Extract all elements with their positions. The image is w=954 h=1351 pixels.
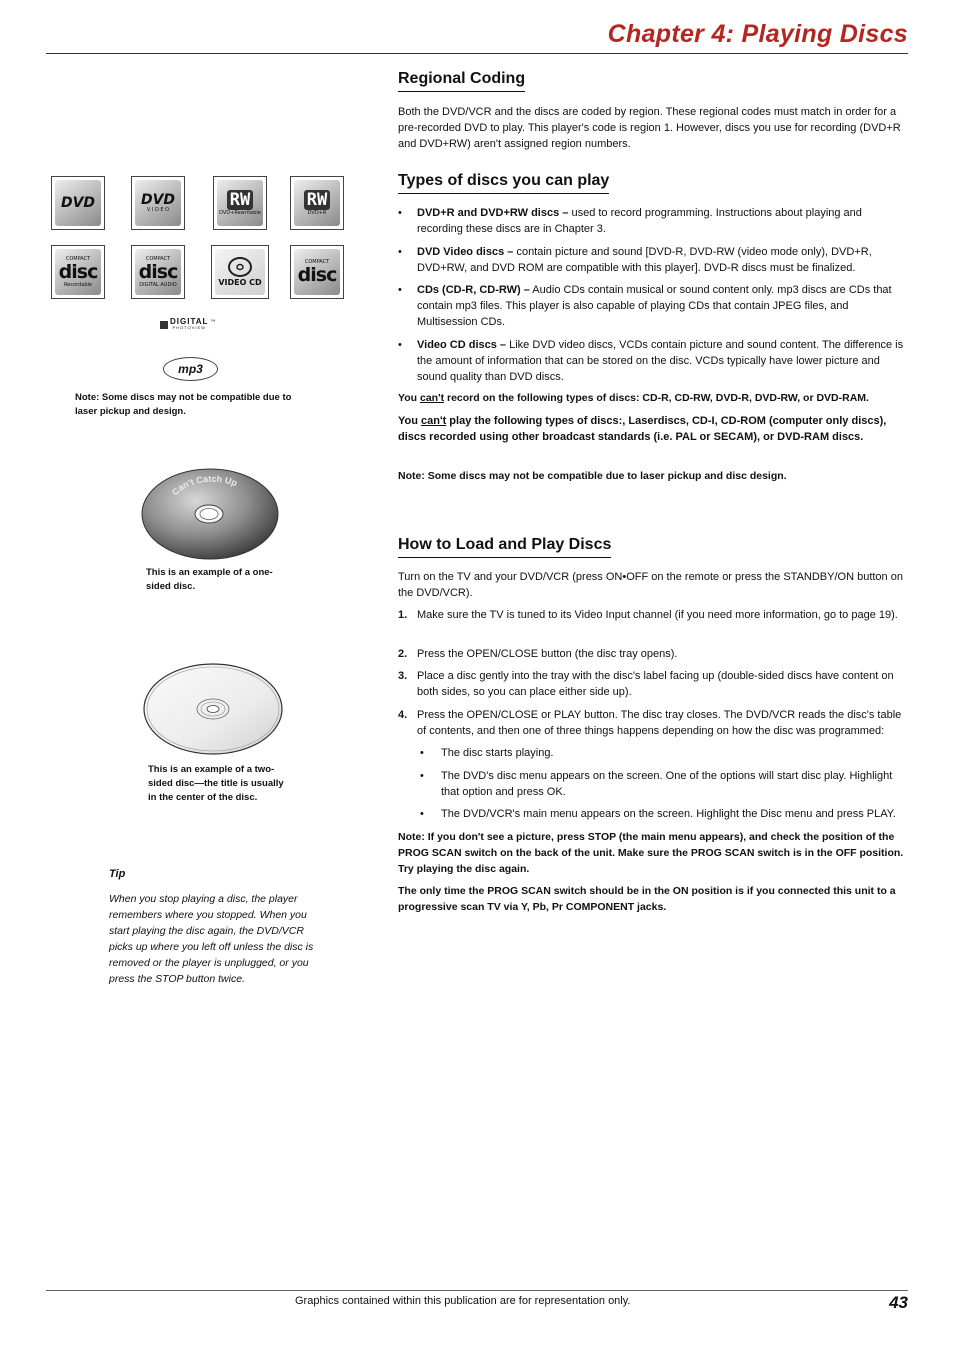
bullet-term: CDs (CD-R, CD-RW) –	[417, 284, 530, 296]
logo-label: VIDEO CD	[218, 278, 262, 287]
bullet-term: DVD+R and DVD+RW discs –	[417, 207, 569, 219]
tip-text: When you stop playing a disc, the player remembers where you stopped. When you start playing the disc again, the DVD/VCR picks up where you left off unless the disc is removed or the player is unplugged, or you press the STOP button twice.	[109, 893, 314, 985]
one-sided-disc-illustration	[140, 466, 280, 562]
list-item: • Video CD discs – Like DVD video discs, VCDs contain picture and sound content. The difference is the amount of information that can be stored on the disc. VCDs typically have lower picture and sound quality than DVD discs.	[398, 339, 904, 383]
two-sided-disc-illustration	[142, 661, 284, 757]
photoview-tm: ™	[210, 319, 216, 325]
page-number: 43	[889, 1293, 908, 1312]
sub-list-item: • The disc starts playing.	[420, 747, 554, 759]
left-compatibility-note: Note: Some discs may not be compatible due to laser pickup and design.	[75, 392, 292, 417]
bullet-text: contain picture and sound [DVD-R, DVD-RW (video mode only), DVD+R, DVD+RW, and DVD ROM are compatible with this player]. DVD-R discs must be finalized.	[417, 246, 872, 274]
mp3-logo-icon	[163, 357, 218, 381]
logo-sub: Recordable	[64, 281, 92, 288]
logo-sub: DVD+Rewritable	[219, 209, 261, 216]
prog-scan-note: Note: If you don't see a picture, press STOP (the main menu appears), and check the position of the PROG SCAN switch on the back of the unit. Make sure the PROG SCAN switch is in the OFF position. Try playing the disc again.	[398, 831, 904, 875]
sub-list-item: • The DVD's disc menu appears on the screen. One of the options will start disc play. Highlight that option and press OK.	[420, 770, 893, 798]
step-item: 4. Press the OPEN/CLOSE or PLAY button. The disc tray closes. The DVD/VCR reads the disc's table of contents, and then one of three things happens depending on how the disc was programmed:	[398, 709, 902, 737]
list-item: • DVD Video discs – contain picture and sound [DVD-R, DVD-RW (video mode only), DVD+R, DVD+RW, and DVD ROM are compatible with this player]. DVD-R discs must be finalized.	[398, 246, 872, 274]
bullet-term: Video CD discs –	[417, 339, 507, 351]
list-item: • CDs (CD-R, CD-RW) – Audio CDs contain musical or sound content only. mp3 discs are CDs that contain mp3 files. This player is also capable of playing CDs that contain JPEG files, and Multisession CDs.	[398, 284, 892, 328]
load-intro: Turn on the TV and your DVD/VCR (press ON•OFF on the remote or press the STANDBY/ON button on the DVD/VCR).	[398, 571, 903, 599]
cant-play-statement: You can't play the following types of discs:, Laserdiscs, CD-I, CD-ROM (computer only discs), discs recorded using other broadcast standards (i.e. PAL or SECAM), or DVD-RAM discs.	[398, 415, 887, 443]
logo-top: COMPACT	[304, 259, 330, 265]
dvd-video-logo-icon	[131, 176, 185, 230]
logo-label: disc	[138, 260, 178, 283]
logo-label: DVD	[140, 191, 176, 208]
tip-heading: Tip	[109, 868, 126, 880]
logo-sub: DVD+R	[307, 209, 327, 216]
photoview-sub: PHOTOVIEW	[172, 325, 206, 330]
logo-label: DVD	[60, 195, 96, 211]
bullet-text: used to record programming. Instructions about playing and recording these discs are in Chapter 3.	[417, 207, 862, 235]
digital-photoview-logo	[160, 319, 215, 331]
bullet-text: Audio CDs contain musical or sound content only. mp3 discs are CDs that contain mp3 files. This player is also capable of playing CDs that contain JPEG files, and Multisession CDs.	[417, 284, 892, 328]
logo-label: RW	[304, 190, 330, 210]
step-item: 2. Press the OPEN/CLOSE button (the disc tray opens).	[398, 648, 678, 660]
cd-recordable-logo-icon	[51, 245, 105, 299]
types-of-discs-heading: Types of discs you can play	[398, 172, 609, 194]
cant-record-statement: You can't record on the following types of discs: CD-R, CD-RW, DVD-R, DVD-RW, or DVD-RAM.	[398, 392, 869, 404]
types-compatibility-note: Note: Some discs may not be compatible due to laser pickup and disc design.	[398, 470, 787, 482]
dvd-r-logo-icon	[290, 176, 344, 230]
step-item: 1. Make sure the TV is tuned to its Video Input channel (if you need more information, go to page 19).	[398, 609, 898, 621]
photoview-square-icon	[160, 321, 168, 329]
list-item: • DVD+R and DVD+RW discs – used to record programming. Instructions about playing and recording these discs are in Chapter 3.	[398, 207, 862, 235]
bullet-text: Like DVD video discs, VCDs contain picture and sound content. The difference is the amount of information that can be stored on the disc. VCDs typically have lower picture and sound quality than DVD discs.	[417, 339, 904, 383]
logo-label: disc	[58, 260, 98, 283]
step-item: 3. Place a disc gently into the tray with the disc's label facing up (double-sided discs have content on both sides, so you can place either side up).	[398, 670, 894, 698]
cd-glyph-icon	[227, 256, 253, 278]
dvd-rewritable-logo-icon	[213, 176, 267, 230]
load-and-play-heading: How to Load and Play Discs	[398, 536, 611, 558]
logo-label: disc	[297, 264, 337, 286]
cd-rewritable-logo-icon	[290, 245, 344, 299]
chapter-title: Chapter 4: Playing Discs	[607, 20, 908, 48]
sub-list-item: • The DVD/VCR's main menu appears on the screen. Highlight the Disc menu and press PLAY.	[420, 808, 896, 820]
regional-coding-body: Both the DVD/VCR and the discs are coded by region. These regional codes must match in order for a pre-recorded DVD to play. This player's code is region 1. However, discs you use for recording (DVD+R and DVD+RW) aren't assigned region numbers.	[398, 106, 901, 150]
video-cd-logo-icon	[211, 245, 269, 299]
mp3-label: mp3	[178, 362, 203, 376]
dvd-logo-icon	[51, 176, 105, 230]
logo-top: COMPACT	[145, 255, 171, 262]
bullet-term: DVD Video discs –	[417, 246, 514, 258]
logo-sub: DIGITAL AUDIO	[139, 281, 177, 288]
footer-note: Graphics contained within this publication are for representation only.	[295, 1295, 631, 1307]
logo-sub: V I D E O	[146, 206, 170, 213]
one-sided-caption: This is an example of a one-sided disc.	[146, 567, 273, 592]
disc-title-label: Can't Catch Up	[169, 473, 239, 498]
cd-digital-audio-logo-icon	[131, 245, 185, 299]
regional-coding-heading: Regional Coding	[398, 70, 525, 92]
two-sided-caption: This is an example of a two-sided disc—the title is usually in the center of the disc.	[148, 764, 284, 803]
photoview-main: DIGITAL	[170, 317, 209, 326]
logo-top: COMPACT	[65, 255, 91, 262]
logo-label: RW	[227, 190, 253, 210]
footer-divider	[46, 1290, 908, 1291]
header-divider	[46, 53, 908, 54]
prog-scan-on-note: The only time the PROG SCAN switch should be in the ON position is if you connected this unit to a progressive scan TV via Y, Pb, Pr COMPONENT jacks.	[398, 885, 896, 913]
